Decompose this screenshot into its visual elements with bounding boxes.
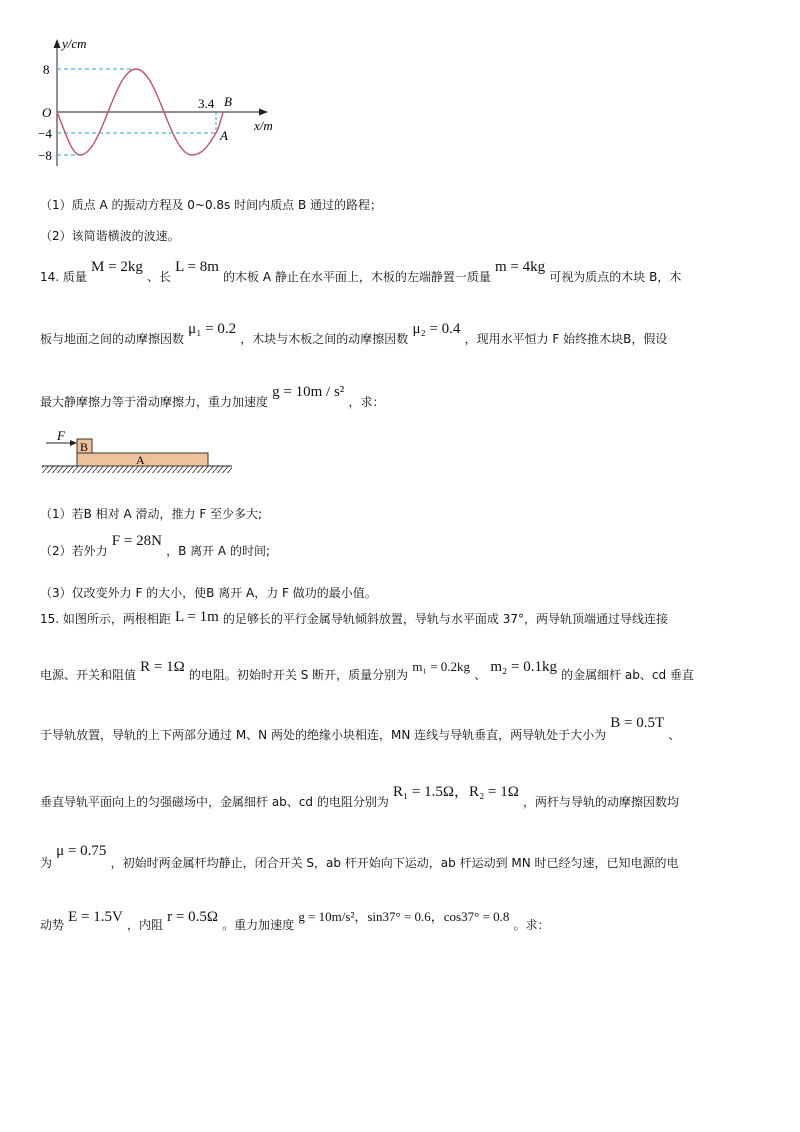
q15-text: 动势 [40,918,65,932]
q14-text: 板与地面之间的动摩擦因数 [40,332,185,346]
ground-hatch [42,466,232,473]
q14-text: ，现用水平恒力 F 始终推木块B，假设 [464,332,668,346]
q15-line4 [40,780,680,809]
q15-text: ，初始时两金属杆均静止，闭合开关 S，ab 杆开始向下运动，ab 杆运动到 MN 时已经匀速，已知电源的电 [110,856,679,870]
q14-line2 [40,320,668,346]
q15-mass-ab: m₁ = 0.2kg [412,659,471,674]
q15-line2 [40,658,694,682]
q15-text: ，内阻 [127,918,164,932]
q14-text: 可视为质点的木块 B，木 [549,270,682,284]
q15-text: 电源、开关和阻值 [40,668,137,682]
q15-line1 [40,608,668,626]
q13-part2: （2）该简谐横波的波速。 [40,229,180,243]
x-axis-arrow [259,109,268,116]
origin-label: O [42,105,52,120]
q15-rod-resistances: R₁ = 1.5Ω，R₂ = 1Ω [392,784,519,800]
q14-text: ，木块与木板之间的动摩擦因数 [240,332,409,346]
q15-text: 垂直导轨平面向上的匀强磁场中，金属细杆 ab、cd 的电阻分别为 [40,795,389,809]
q15-line3 [40,714,681,742]
wave-graph [30,34,290,174]
force-arrowhead [70,440,77,446]
q13-part1: （1）质点 A 的振动方程及 0~0.8s 时间内质点 B 通过的路程； [40,198,382,212]
y-tick-8: 8 [43,62,50,77]
q14-mu2: μ₂ = 0.4 [412,321,461,337]
q15-line6 [40,906,550,932]
q14-text: 的木板 A 静止在水平面上，木板的左端静置一质量 [223,270,491,284]
force-label: F [57,428,65,443]
q14-text: （2）若外力 [40,544,108,558]
q14-part2 [40,532,270,558]
q14-text: 、长 [146,270,171,284]
q15-internal-resistance: r = 0.5Ω [167,909,219,925]
q15-resistor: R = 1Ω [140,659,185,675]
q15-text: 。求： [513,918,550,932]
q15-text: 的电阻。初始时开关 S 断开，质量分别为 [188,668,409,682]
board-block-figure [40,428,240,476]
q14-line3 [40,383,385,409]
board-a-label: A [136,453,145,467]
y-axis-arrow [54,39,61,48]
q14-board-length: L = 8m [175,259,219,275]
q14-mass-block: m = 4kg [495,259,546,275]
q15-text: 为 [40,856,53,870]
q14-force-value: F = 28N [111,533,162,549]
q14-text: 最大静摩擦力等于滑动摩擦力，重力加速度 [40,395,269,409]
q15-gravity-trig: g = 10m/s²，sin37° = 0.6，cos37° = 0.8 [298,909,510,924]
q14-text: ，B 离开 A 的时间; [166,544,270,558]
q15-text: 的金属细杆 ab、cd 垂直 [561,668,694,682]
q15-text: 、 [474,668,487,682]
q15-field: B = 0.5T [610,715,665,731]
q14-mass-board: M = 2kg [91,259,143,275]
q14-text: ，求： [348,395,385,409]
q15-text: 于导轨放置，导轨的上下两部分通过 M、N 两处的绝缘小块相连，MN 连线与导轨垂直，两导轨处于大小为 [40,728,607,742]
point-b-label: B [224,94,232,109]
x-axis-label: x/m [254,118,273,133]
point-a-label: A [220,128,228,143]
q15-text: 。重力加速度 [222,918,295,932]
q15-line5 [40,842,679,870]
q15-text: 、 [668,728,681,742]
q15-emf: E = 1.5V [68,909,123,925]
q15-rail-distance: L = 1m [175,609,219,625]
q14-part3: （3）仅改变外力 F 的大小，使B 离开 A，力 F 做功的最小值。 [40,586,377,600]
x-tick-3-4: 3.4 [198,96,215,111]
q14-line1 [40,258,682,284]
q15-text: 的足够长的平行金属导轨倾斜放置，导轨与水平面成 37°，两导轨顶端通过导线连接 [222,612,669,626]
q15-text: 15. 如图所示，两根相距 [40,612,171,626]
y-tick-neg8: −8 [38,148,52,163]
q14-gravity: g = 10m / s² [272,384,345,400]
block-b-label: B [80,440,89,454]
q14-part1: （1）若B 相对 A 滑动，推力 F 至少多大; [40,507,263,521]
q14-mu1: μ₁ = 0.2 [188,321,237,337]
q15-mass-cd: m₂ = 0.1kg [490,659,557,675]
q14-text: 14. 质量 [40,270,87,284]
y-tick-neg4: −4 [38,126,52,141]
q15-text: ，两杆与导轨的动摩擦因数均 [523,795,680,809]
y-axis-label: y/cm [62,36,87,51]
q15-mu: μ = 0.75 [56,843,107,859]
